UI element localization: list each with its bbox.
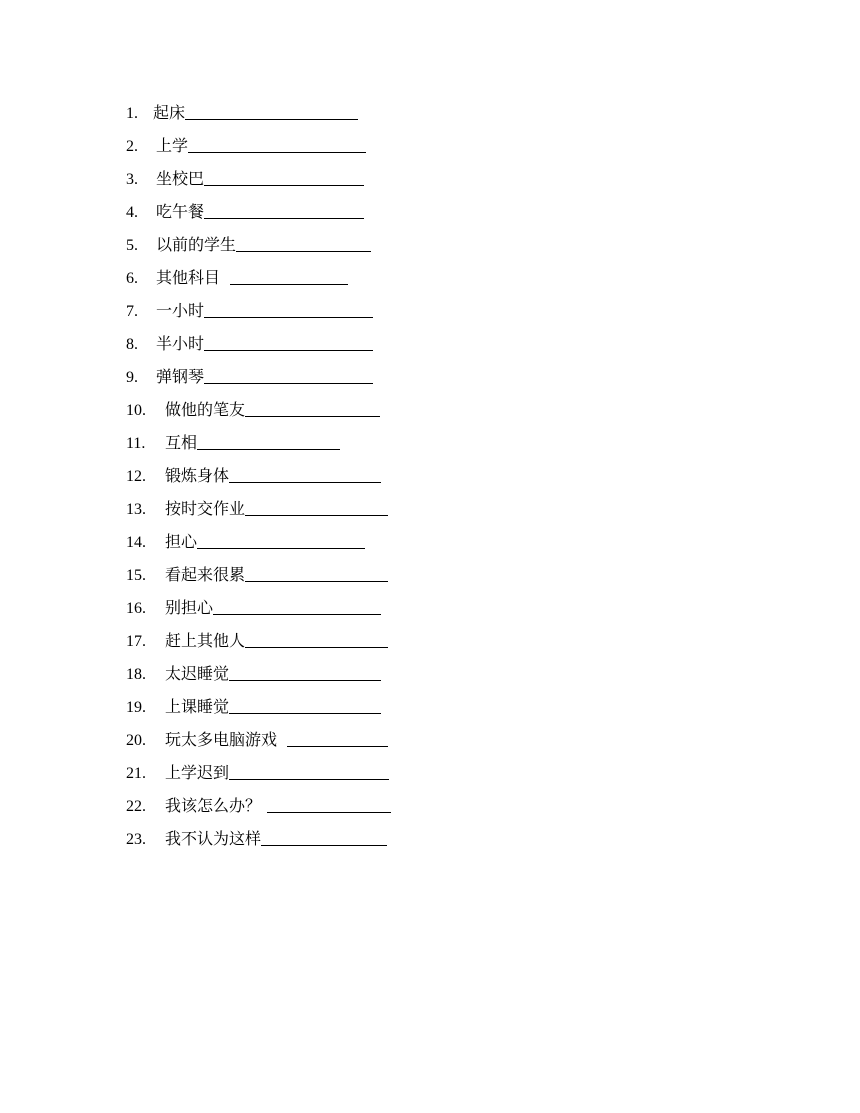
- answer-blank[interactable]: [287, 730, 388, 747]
- list-item: [126, 365, 546, 398]
- item-number: 10.: [126, 402, 146, 419]
- list-item: [126, 497, 546, 530]
- item-number: 5.: [126, 237, 138, 254]
- item-text: 锻炼身体: [165, 468, 230, 485]
- answer-blank[interactable]: [204, 169, 364, 186]
- item-number: 17.: [126, 633, 146, 650]
- answer-blank[interactable]: [261, 829, 387, 846]
- list-item: [126, 134, 546, 167]
- item-text: 做他的笔友: [165, 402, 246, 419]
- list-item: [126, 266, 546, 299]
- answer-blank[interactable]: [204, 367, 373, 384]
- list-item: [126, 827, 546, 860]
- item-text: 其他科目: [156, 270, 225, 287]
- answer-blank[interactable]: [204, 202, 364, 219]
- item-number: 7.: [126, 303, 138, 320]
- item-number: 6.: [126, 270, 138, 287]
- item-text: 弹钢琴: [156, 369, 205, 386]
- answer-blank[interactable]: [245, 499, 388, 516]
- list-item: [126, 431, 546, 464]
- answer-blank[interactable]: [204, 301, 373, 318]
- item-number: 4.: [126, 204, 138, 221]
- list-item: [126, 233, 546, 266]
- item-text: 赶上其他人: [165, 633, 246, 650]
- item-text: 担心: [165, 534, 198, 551]
- item-number: 22.: [126, 798, 146, 815]
- list-item: [126, 728, 546, 761]
- answer-blank[interactable]: [213, 598, 381, 615]
- list-item: [126, 299, 546, 332]
- list-item: [126, 332, 546, 365]
- answer-blank[interactable]: [236, 235, 371, 252]
- item-text: 起床: [153, 105, 186, 122]
- list-item: [126, 530, 546, 563]
- answer-blank[interactable]: [197, 433, 340, 450]
- item-text: 看起来很累: [165, 567, 246, 584]
- item-number: 14.: [126, 534, 146, 551]
- item-number: 18.: [126, 666, 146, 683]
- answer-blank[interactable]: [229, 664, 381, 681]
- item-text: 太迟睡觉: [165, 666, 230, 683]
- vocabulary-list: [126, 101, 546, 860]
- item-number: 2.: [126, 138, 138, 155]
- item-number: 21.: [126, 765, 146, 782]
- answer-blank[interactable]: [185, 103, 358, 120]
- list-item: [126, 695, 546, 728]
- list-item: [126, 563, 546, 596]
- item-text: 吃午餐: [156, 204, 205, 221]
- item-text: 玩太多电脑游戏: [165, 732, 282, 749]
- list-item: [126, 596, 546, 629]
- answer-blank[interactable]: [267, 796, 391, 813]
- answer-blank[interactable]: [229, 466, 381, 483]
- item-text: 上学: [156, 138, 189, 155]
- item-number: 11.: [126, 435, 146, 452]
- item-number: 20.: [126, 732, 146, 749]
- item-number: 1.: [126, 105, 138, 122]
- item-text: 上课睡觉: [165, 699, 230, 716]
- item-number: 9.: [126, 369, 138, 386]
- list-item: [126, 200, 546, 233]
- list-item: [126, 101, 546, 134]
- item-text: 一小时: [156, 303, 205, 320]
- answer-blank[interactable]: [197, 532, 365, 549]
- answer-blank[interactable]: [229, 763, 389, 780]
- answer-blank[interactable]: [188, 136, 366, 153]
- list-item: [126, 794, 546, 827]
- item-text: 我该怎么办？: [165, 798, 262, 815]
- list-item: [126, 761, 546, 794]
- item-number: 15.: [126, 567, 146, 584]
- item-number: 13.: [126, 501, 146, 518]
- item-text: 别担心: [165, 600, 214, 617]
- item-text: 互相: [165, 435, 198, 452]
- list-item: [126, 662, 546, 695]
- answer-blank[interactable]: [204, 334, 373, 351]
- item-text: 按时交作业: [165, 501, 246, 518]
- item-text: 以前的学生: [156, 237, 237, 254]
- list-item: [126, 464, 546, 497]
- item-number: 12.: [126, 468, 146, 485]
- item-number: 3.: [126, 171, 138, 188]
- answer-blank[interactable]: [245, 565, 388, 582]
- item-number: 23.: [126, 831, 146, 848]
- item-text: 半小时: [156, 336, 205, 353]
- item-text: 坐校巴: [156, 171, 205, 188]
- item-number: 8.: [126, 336, 138, 353]
- answer-blank[interactable]: [229, 697, 381, 714]
- list-item: [126, 629, 546, 662]
- item-number: 19.: [126, 699, 146, 716]
- answer-blank[interactable]: [245, 400, 380, 417]
- item-text: 我不认为这样: [165, 831, 262, 848]
- list-item: [126, 167, 546, 200]
- list-item: [126, 398, 546, 431]
- answer-blank[interactable]: [230, 268, 348, 285]
- item-text: 上学迟到: [165, 765, 230, 782]
- item-number: 16.: [126, 600, 146, 617]
- answer-blank[interactable]: [245, 631, 388, 648]
